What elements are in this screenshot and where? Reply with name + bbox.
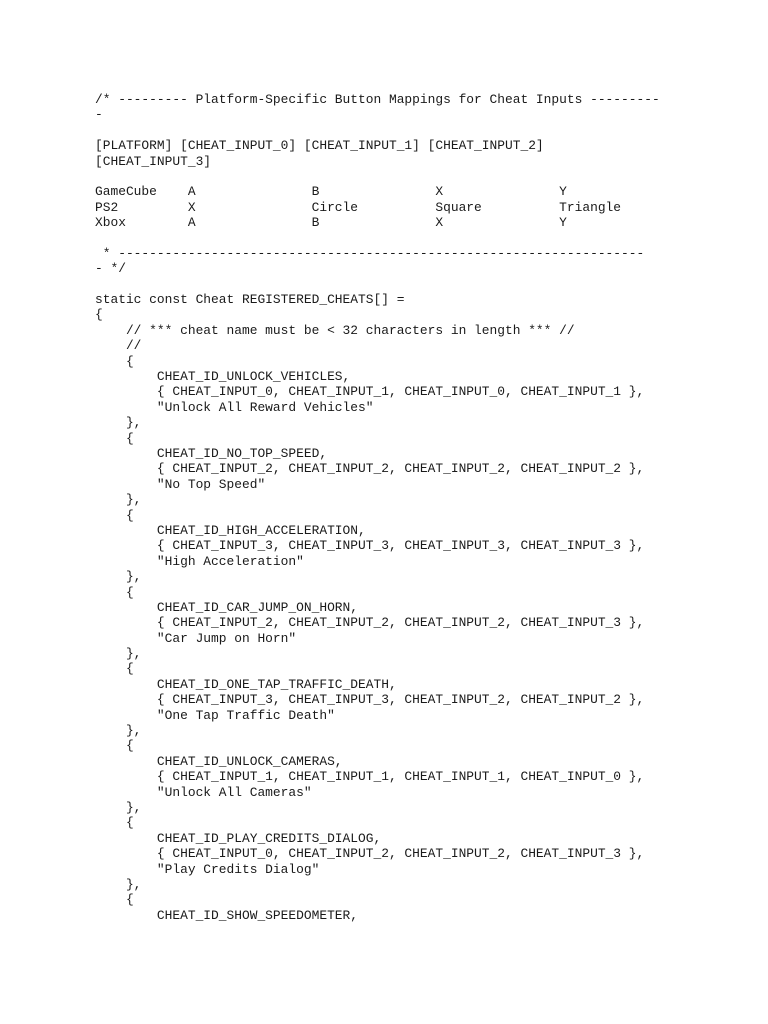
code-line: { CHEAT_INPUT_2, CHEAT_INPUT_2, CHEAT_INPUT_2, CHEAT_INPUT_3 },: [95, 615, 645, 631]
code-line: /* --------- Platform-Specific Button Mappings for Cheat Inputs ---------: [95, 92, 660, 107]
code-line: "High Acceleration": [95, 553, 304, 569]
code-line: GameCube A B X Y: [95, 184, 567, 200]
code-line: // *** cheat name must be < 32 characters in length *** //: [95, 322, 575, 338]
code-line: "Car Jump on Horn": [95, 630, 297, 646]
code-line: {: [95, 430, 134, 446]
code-line: [95, 231, 695, 246]
code-line: CHEAT_ID_CAR_JUMP_ON_HORN,: [95, 599, 359, 615]
code-line: //: [95, 338, 142, 354]
code-line: },: [95, 415, 142, 431]
code-line: { CHEAT_INPUT_3, CHEAT_INPUT_3, CHEAT_INPUT_2, CHEAT_INPUT_2 },: [95, 692, 645, 708]
code-line: },: [95, 569, 142, 585]
code-line: "One Tap Traffic Death": [95, 707, 335, 723]
code-line: CHEAT_ID_ONE_TAP_TRAFFIC_DEATH,: [95, 676, 397, 692]
code-line: {: [95, 307, 103, 323]
code-line: [95, 277, 695, 292]
code-line: { CHEAT_INPUT_1, CHEAT_INPUT_1, CHEAT_INPUT_1, CHEAT_INPUT_0 },: [95, 769, 645, 785]
code-line: [PLATFORM] [CHEAT_INPUT_0] [CHEAT_INPUT_1] [CHEAT_INPUT_2]: [95, 138, 544, 154]
code-line: },: [95, 723, 142, 739]
code-line: { CHEAT_INPUT_0, CHEAT_INPUT_2, CHEAT_INPUT_2, CHEAT_INPUT_3 },: [95, 846, 645, 862]
code-line: - */: [95, 261, 126, 277]
code-line: {: [95, 507, 134, 523]
code-line: -: [95, 107, 103, 123]
code-line: {: [95, 353, 134, 369]
code-line: {: [95, 661, 134, 677]
code-line: CHEAT_ID_HIGH_ACCELERATION,: [95, 522, 366, 538]
code-line: [95, 123, 695, 138]
code-line: CHEAT_ID_SHOW_SPEEDOMETER,: [95, 907, 359, 923]
code-document: [95, 92, 695, 923]
code-line: {: [95, 738, 134, 754]
code-line: },: [95, 876, 142, 892]
code-line: },: [95, 492, 142, 508]
code-line: { CHEAT_INPUT_2, CHEAT_INPUT_2, CHEAT_INPUT_2, CHEAT_INPUT_2 },: [95, 461, 645, 477]
code-line: {: [95, 892, 134, 908]
code-line: { CHEAT_INPUT_3, CHEAT_INPUT_3, CHEAT_INPUT_3, CHEAT_INPUT_3 },: [95, 538, 645, 554]
code-line: PS2 X Circle Square Triangle: [95, 199, 622, 215]
code-line: "Play Credits Dialog": [95, 861, 320, 877]
code-line: "Unlock All Cameras": [95, 784, 312, 800]
code-line: CHEAT_ID_UNLOCK_CAMERAS,: [95, 753, 343, 769]
code-line: {: [95, 584, 134, 600]
code-line: },: [95, 799, 142, 815]
code-line: Xbox A B X Y: [95, 215, 567, 231]
code-line: * --------------------------------------------------------------------: [95, 245, 645, 261]
code-line: CHEAT_ID_PLAY_CREDITS_DIALOG,: [95, 830, 382, 846]
code-line: "Unlock All Reward Vehicles": [95, 399, 374, 415]
code-line: { CHEAT_INPUT_0, CHEAT_INPUT_1, CHEAT_INPUT_0, CHEAT_INPUT_1 },: [95, 384, 645, 400]
code-line: [95, 169, 695, 184]
code-line: "No Top Speed": [95, 476, 266, 492]
code-line: [CHEAT_INPUT_3]: [95, 153, 212, 169]
code-line: CHEAT_ID_UNLOCK_VEHICLES,: [95, 369, 351, 385]
code-line: CHEAT_ID_NO_TOP_SPEED,: [95, 445, 328, 461]
code-line: static const Cheat REGISTERED_CHEATS[] =: [95, 292, 405, 308]
code-line: },: [95, 646, 142, 662]
code-line: {: [95, 815, 134, 831]
